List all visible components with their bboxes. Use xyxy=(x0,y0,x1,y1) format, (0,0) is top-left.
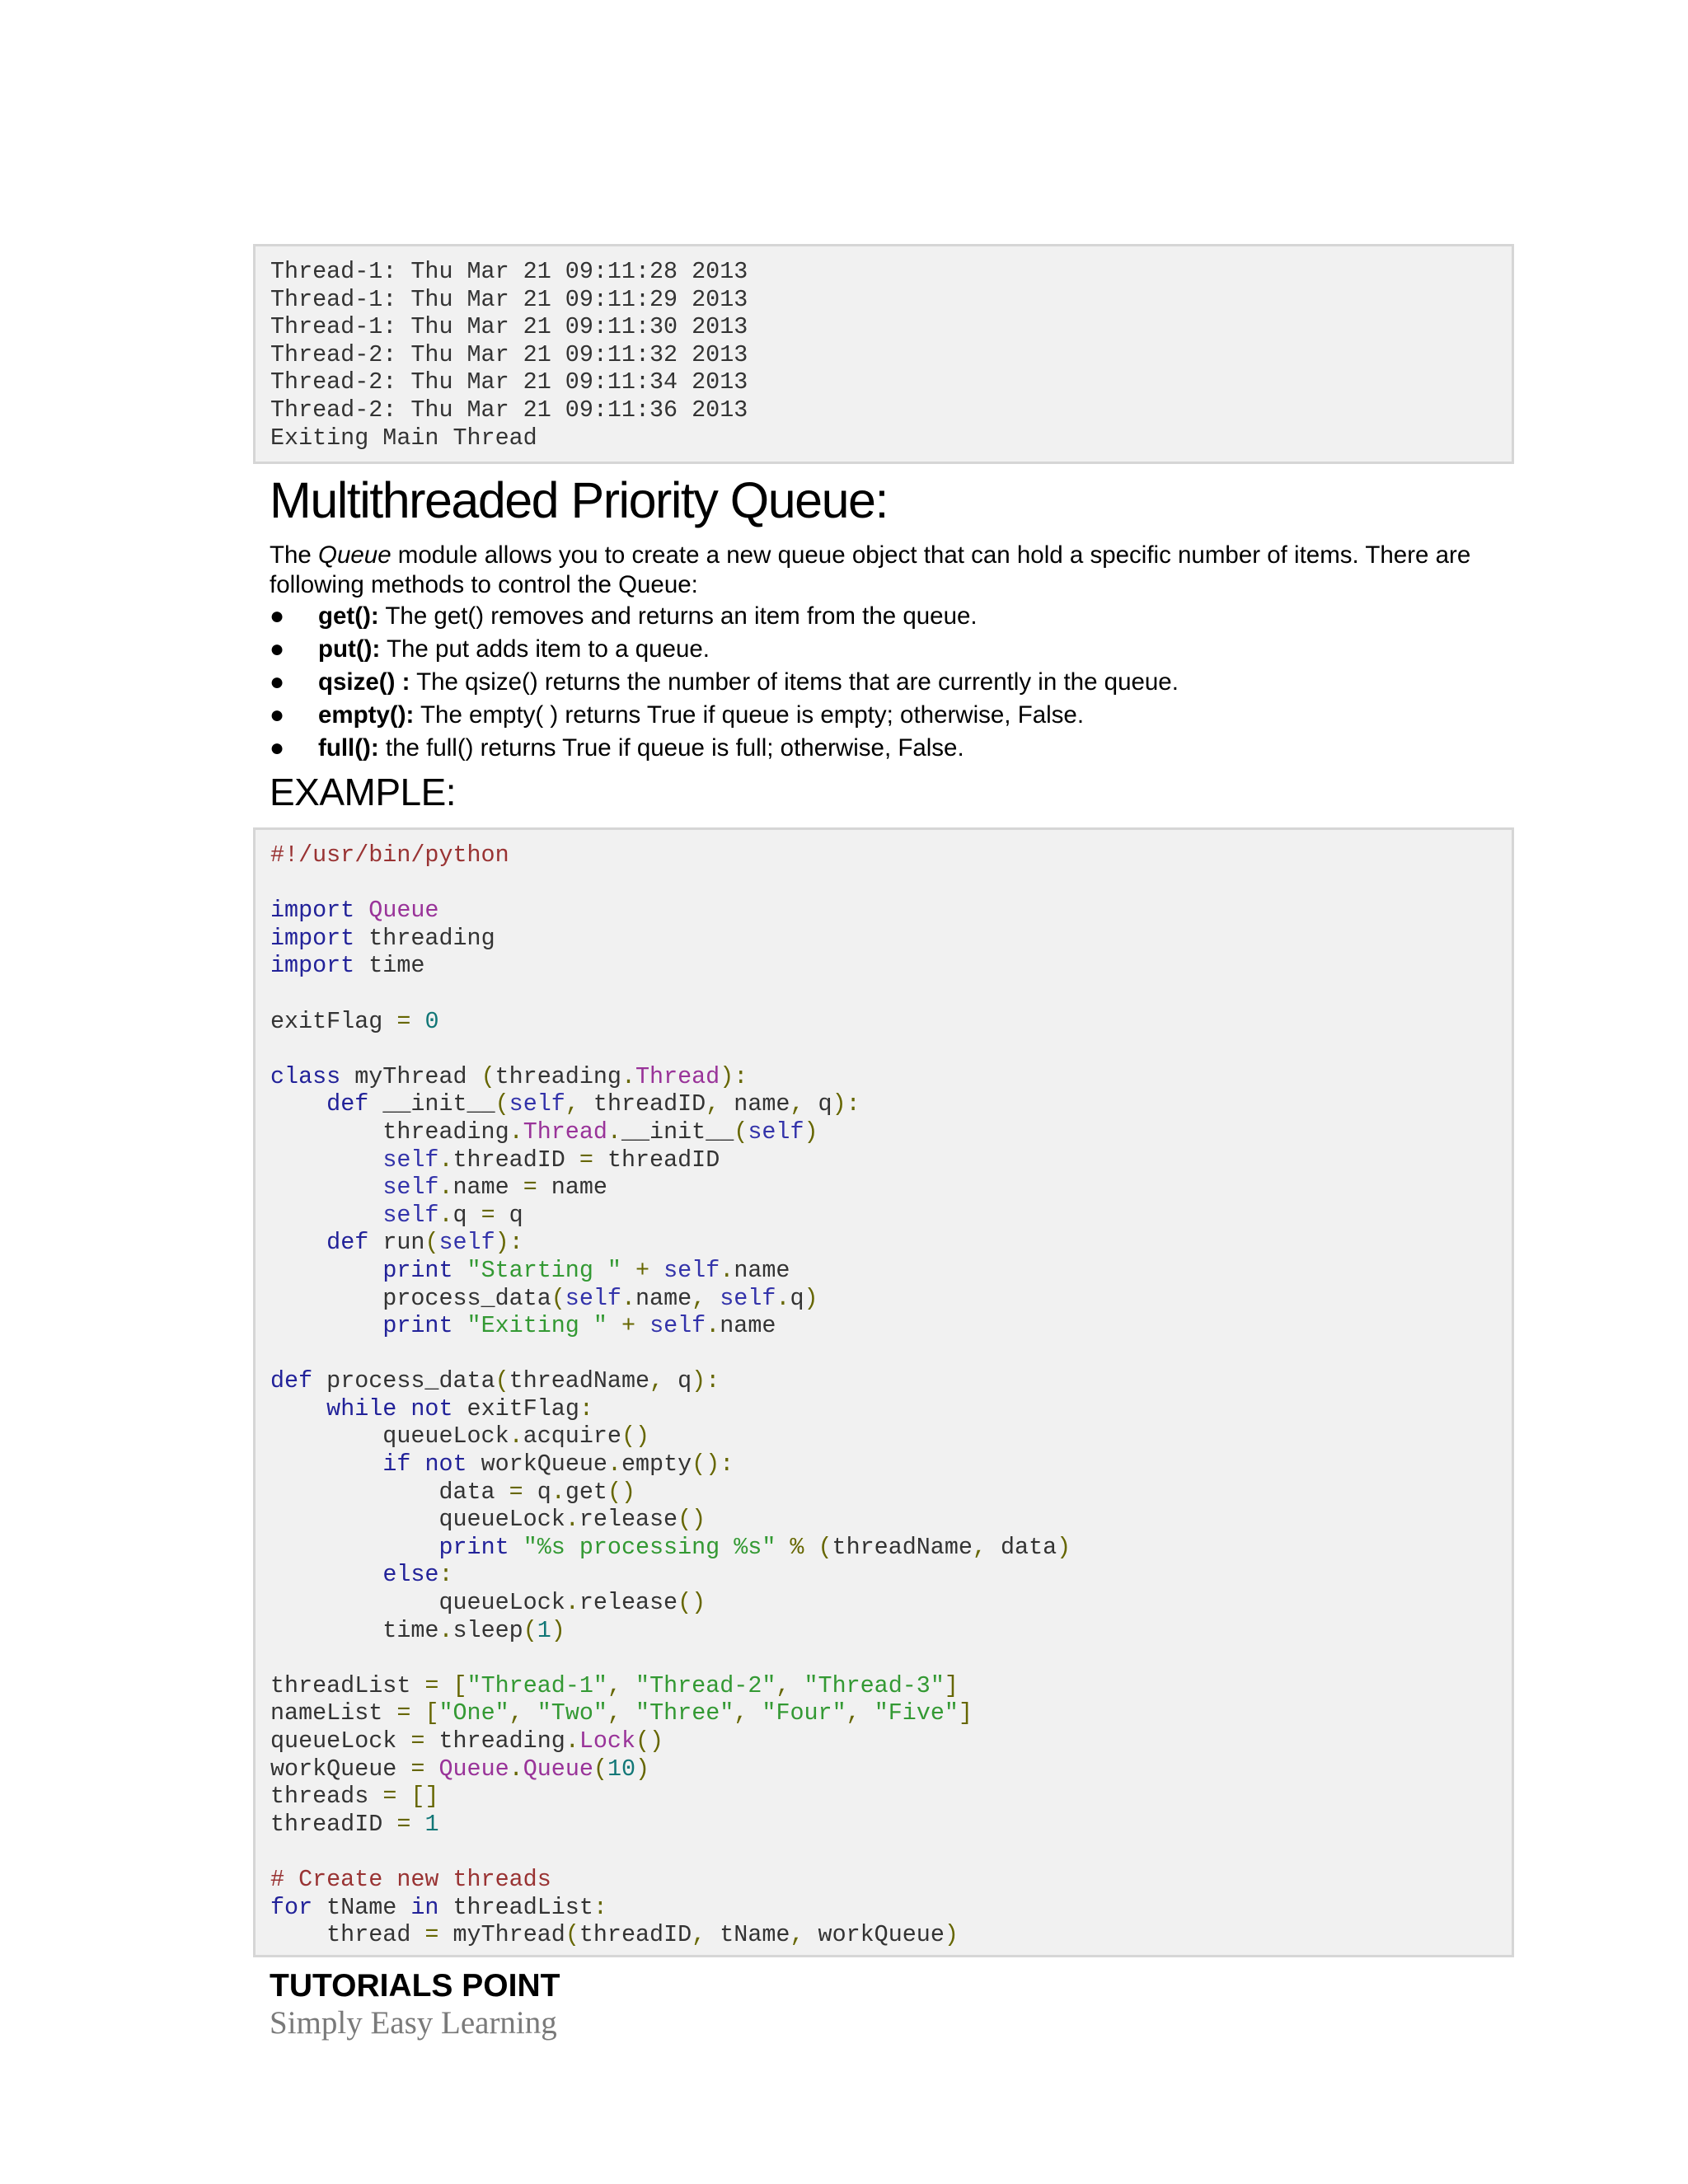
section-heading: Multithreaded Priority Queue: xyxy=(270,472,888,528)
method-desc: the full() returns True if queue is full; otherwise, False. xyxy=(378,734,964,762)
method-name: qsize() : xyxy=(318,668,410,696)
method-item xyxy=(270,633,1179,666)
code-line: workQueue = Queue.Queue(10) xyxy=(270,1755,650,1783)
method-desc: The qsize() returns the number of items that are currently in the queue. xyxy=(410,668,1179,696)
code-line: else: xyxy=(382,1561,453,1589)
method-item xyxy=(270,666,1179,699)
methods-list xyxy=(270,600,1179,765)
code-line: nameList = ["One", "Two", "Three", "Four", "Five"] xyxy=(270,1699,973,1727)
method-desc: The empty( ) returns True if queue is empty; otherwise, False. xyxy=(414,701,1085,729)
method-name: full(): xyxy=(318,734,379,762)
code-line: import time xyxy=(270,952,425,980)
method-name: put(): xyxy=(318,635,381,663)
output-line: Exiting Main Thread xyxy=(270,424,537,452)
bullet-icon: ● xyxy=(270,701,285,729)
output-line: Thread-1: Thu Mar 21 09:11:30 2013 xyxy=(270,313,748,341)
code-line: exitFlag = 0 xyxy=(270,1007,439,1035)
footer-tagline: Simply Easy Learning xyxy=(270,2005,557,2041)
output-line: Thread-2: Thu Mar 21 09:11:36 2013 xyxy=(270,396,748,424)
code-line: if not workQueue.empty(): xyxy=(382,1451,734,1479)
code-line: def run(self): xyxy=(326,1229,523,1257)
example-heading: EXAMPLE: xyxy=(270,771,457,813)
code-line: threading.Thread.__init__(self) xyxy=(270,1118,818,1146)
output-line: Thread-1: Thu Mar 21 09:11:28 2013 xyxy=(270,258,748,285)
method-name: get(): xyxy=(318,602,379,630)
code-line xyxy=(270,1035,1497,1063)
method-desc: The put adds item to a queue. xyxy=(380,635,710,663)
example-code-text xyxy=(270,841,1497,1949)
code-line xyxy=(270,1340,1497,1368)
code-line: print "%s processing %s" % (threadName, data) xyxy=(438,1533,1071,1561)
code-line: for tName in threadList: xyxy=(270,1893,607,1921)
code-line: #!/usr/bin/python xyxy=(270,841,509,869)
code-line: process_data(self.name, self.q) xyxy=(270,1284,818,1312)
example-code-block xyxy=(253,827,1514,1957)
code-line: class myThread (threading.Thread): xyxy=(270,1062,748,1090)
code-line: def __init__(self, threadID, name, q): xyxy=(326,1090,860,1118)
code-line: thread = myThread(threadID, tName, workQueue) xyxy=(270,1921,959,1949)
code-line: time.sleep(1) xyxy=(270,1616,565,1644)
code-line: queueLock.acquire() xyxy=(270,1422,650,1451)
bullet-icon: ● xyxy=(270,734,285,762)
code-line: import threading xyxy=(270,924,495,952)
bullet-icon: ● xyxy=(270,602,285,630)
code-line xyxy=(270,1838,1497,1866)
code-line: data = q.get() xyxy=(270,1478,636,1506)
output-line: Thread-1: Thu Mar 21 09:11:29 2013 xyxy=(270,285,748,313)
output-line: Thread-2: Thu Mar 21 09:11:32 2013 xyxy=(270,340,748,368)
code-line: self.q = q xyxy=(382,1201,523,1229)
intro-queue-em: Queue xyxy=(318,541,392,569)
method-name: empty(): xyxy=(318,701,415,729)
code-line: queueLock = threading.Lock() xyxy=(270,1727,664,1755)
code-line: def process_data(threadName, q): xyxy=(270,1367,720,1395)
method-item xyxy=(270,699,1179,732)
code-line: self.threadID = threadID xyxy=(382,1146,720,1174)
code-line: queueLock.release() xyxy=(270,1506,706,1534)
code-line: print "Exiting " + self.name xyxy=(382,1312,776,1340)
code-line: # Create new threads xyxy=(270,1865,551,1893)
code-line xyxy=(270,1644,1497,1672)
code-line: print "Starting " + self.name xyxy=(382,1256,790,1284)
output-code-block xyxy=(253,244,1514,464)
code-line: import Queue xyxy=(270,897,439,925)
code-line: queueLock.release() xyxy=(270,1589,706,1617)
code-line: while not exitFlag: xyxy=(326,1394,593,1422)
code-line xyxy=(270,869,1497,898)
method-item xyxy=(270,600,1179,633)
output-line: Thread-2: Thu Mar 21 09:11:34 2013 xyxy=(270,368,748,396)
code-line: threadID = 1 xyxy=(270,1810,439,1838)
code-line: threadList = ["Thread-1", "Thread-2", "Thread-3"] xyxy=(270,1671,959,1699)
code-line xyxy=(270,980,1497,1008)
method-desc: The get() removes and returns an item from the queue. xyxy=(378,602,978,630)
code-line: threads = [] xyxy=(270,1783,439,1811)
code-line: self.name = name xyxy=(382,1174,607,1202)
footer-brand: TUTORIALS POINT xyxy=(270,1968,560,2004)
bullet-icon: ● xyxy=(270,635,285,663)
intro-paragraph xyxy=(270,541,1506,600)
intro-text-before: The xyxy=(270,541,319,569)
bullet-icon: ● xyxy=(270,668,285,696)
output-text xyxy=(270,258,1497,452)
intro-text-after: module allows you to create a new queue object that can hold a specific number of items. There are following methods to control the Queue: xyxy=(270,541,1471,598)
method-item xyxy=(270,732,1179,765)
